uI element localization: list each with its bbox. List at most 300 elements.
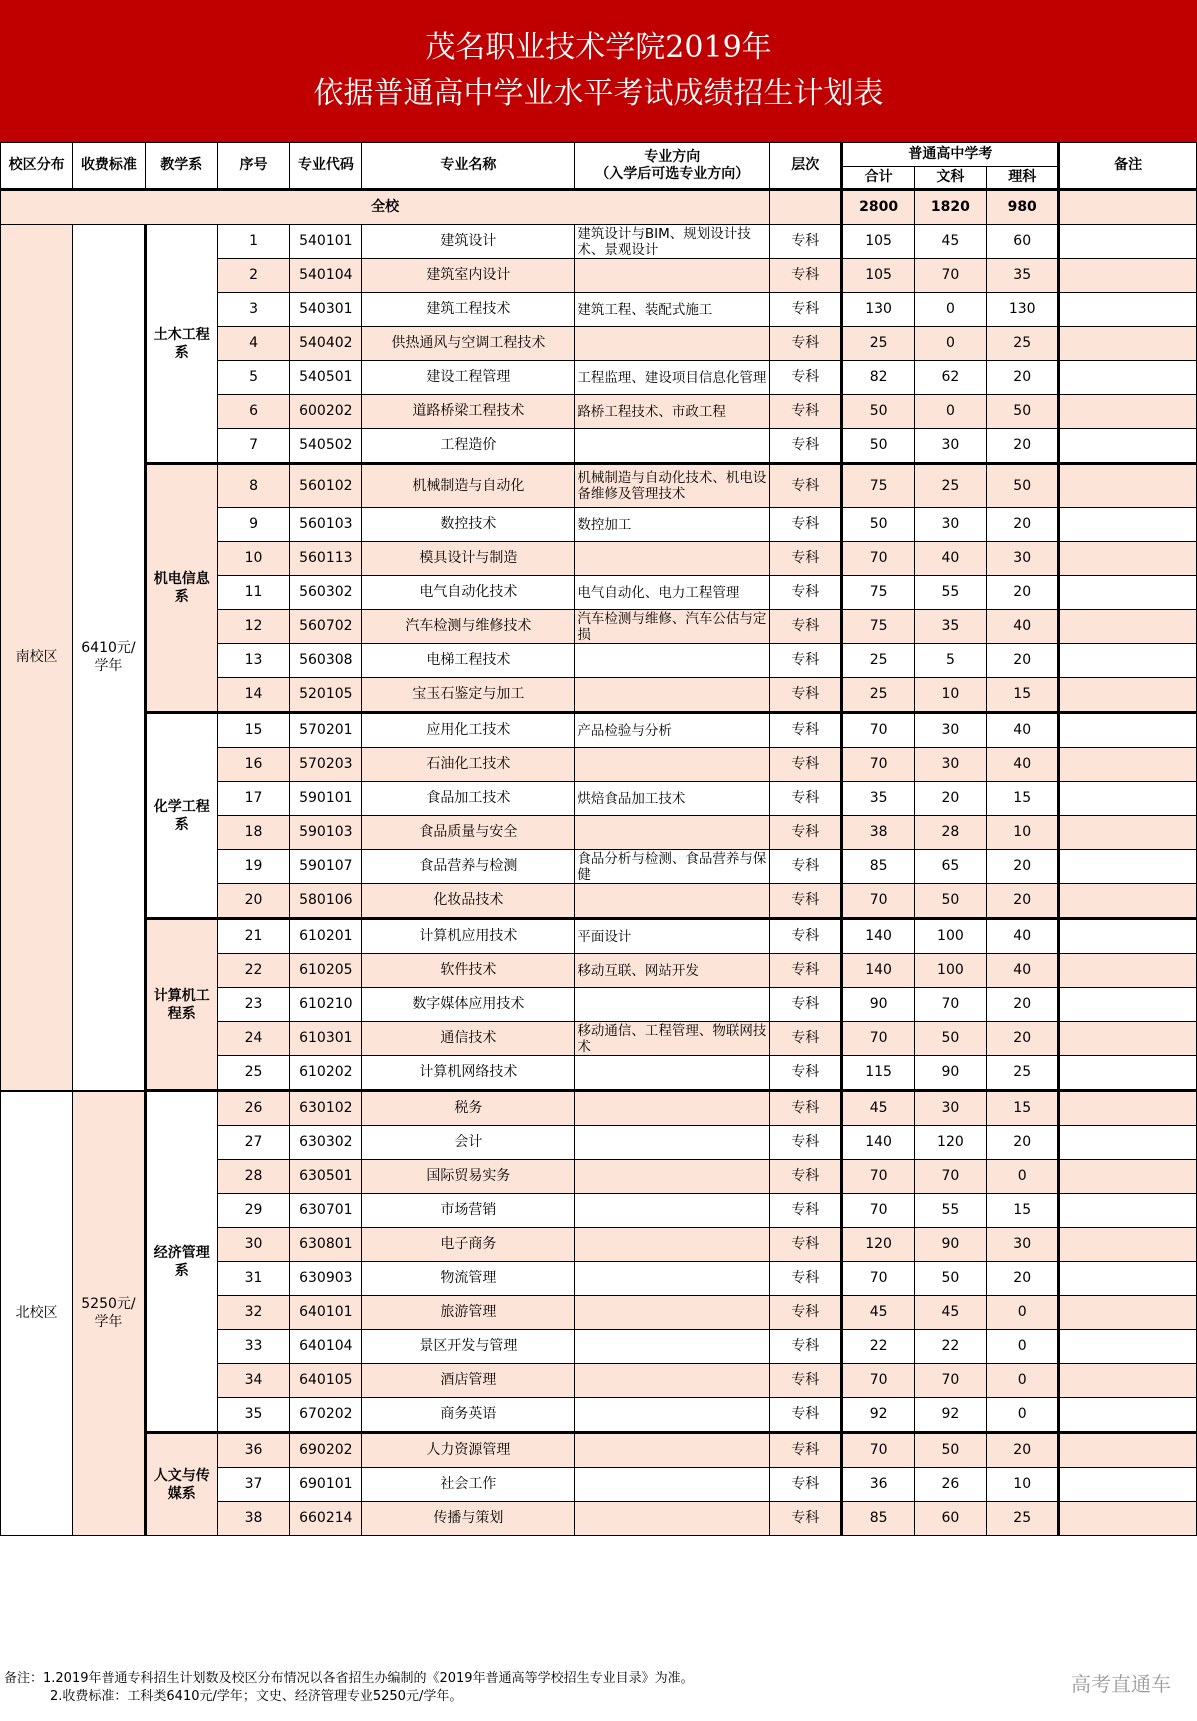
total-cell: 70 xyxy=(842,1364,914,1398)
direction-cell xyxy=(575,1502,770,1536)
total-cell: 92 xyxy=(842,1398,914,1433)
remark-cell xyxy=(1059,395,1197,429)
header-science: 理科 xyxy=(987,167,1059,190)
remark-cell xyxy=(1059,644,1197,678)
science-cell: 20 xyxy=(987,644,1059,678)
level-cell: 专科 xyxy=(770,1194,842,1228)
level-cell: 专科 xyxy=(770,464,842,508)
arts-cell: 90 xyxy=(914,1228,986,1262)
level-cell: 专科 xyxy=(770,988,842,1022)
whole-school-level xyxy=(770,190,842,225)
code-cell: 570201 xyxy=(290,713,362,748)
level-cell: 专科 xyxy=(770,1468,842,1502)
total-cell: 70 xyxy=(842,1022,914,1056)
seq-cell: 32 xyxy=(217,1296,289,1330)
direction-cell xyxy=(575,644,770,678)
code-cell: 540501 xyxy=(290,361,362,395)
level-cell: 专科 xyxy=(770,644,842,678)
name-cell: 机械制造与自动化 xyxy=(362,464,575,508)
arts-cell: 0 xyxy=(914,327,986,361)
code-cell: 670202 xyxy=(290,1398,362,1433)
code-cell: 630501 xyxy=(290,1160,362,1194)
direction-cell: 移动通信、工程管理、物联网技术 xyxy=(575,1022,770,1056)
header-fee: 收费标准 xyxy=(73,143,145,190)
seq-cell: 38 xyxy=(217,1502,289,1536)
whole-school-label: 全校 xyxy=(1,190,770,225)
code-cell: 630701 xyxy=(290,1194,362,1228)
direction-cell: 数控加工 xyxy=(575,508,770,542)
total-cell: 50 xyxy=(842,395,914,429)
direction-cell xyxy=(575,1296,770,1330)
code-cell: 540402 xyxy=(290,327,362,361)
total-cell: 70 xyxy=(842,748,914,782)
code-cell: 560308 xyxy=(290,644,362,678)
dept-cell: 经济管理系 xyxy=(145,1091,217,1433)
level-cell: 专科 xyxy=(770,954,842,988)
remark-cell xyxy=(1059,464,1197,508)
science-cell: 20 xyxy=(987,361,1059,395)
seq-cell: 5 xyxy=(217,361,289,395)
total-cell: 115 xyxy=(842,1056,914,1091)
direction-cell: 移动互联、网站开发 xyxy=(575,954,770,988)
code-cell: 570203 xyxy=(290,748,362,782)
remark-cell xyxy=(1059,1364,1197,1398)
science-cell: 20 xyxy=(987,1022,1059,1056)
remark-cell xyxy=(1059,1398,1197,1433)
seq-cell: 19 xyxy=(217,850,289,884)
science-cell: 20 xyxy=(987,1262,1059,1296)
arts-cell: 0 xyxy=(914,293,986,327)
science-cell: 20 xyxy=(987,1433,1059,1468)
remark-cell xyxy=(1059,782,1197,816)
remark-cell xyxy=(1059,850,1197,884)
name-cell: 社会工作 xyxy=(362,1468,575,1502)
remark-cell xyxy=(1059,1022,1197,1056)
seq-cell: 8 xyxy=(217,464,289,508)
direction-cell: 路桥工程技术、市政工程 xyxy=(575,395,770,429)
direction-cell xyxy=(575,1126,770,1160)
remark-cell xyxy=(1059,1502,1197,1536)
table-row xyxy=(1,1091,1197,1126)
total-cell: 105 xyxy=(842,259,914,293)
code-cell: 630102 xyxy=(290,1091,362,1126)
arts-cell: 120 xyxy=(914,1126,986,1160)
science-cell: 60 xyxy=(987,225,1059,259)
name-cell: 物流管理 xyxy=(362,1262,575,1296)
level-cell: 专科 xyxy=(770,816,842,850)
total-cell: 50 xyxy=(842,429,914,464)
level-cell: 专科 xyxy=(770,1022,842,1056)
science-cell: 0 xyxy=(987,1398,1059,1433)
seq-cell: 21 xyxy=(217,919,289,954)
seq-cell: 9 xyxy=(217,508,289,542)
name-cell: 电子商务 xyxy=(362,1228,575,1262)
remark-cell xyxy=(1059,748,1197,782)
name-cell: 建筑设计 xyxy=(362,225,575,259)
whole-school-row xyxy=(1,190,1197,225)
seq-cell: 25 xyxy=(217,1056,289,1091)
arts-cell: 30 xyxy=(914,748,986,782)
remark-cell xyxy=(1059,576,1197,610)
name-cell: 食品营养与检测 xyxy=(362,850,575,884)
science-cell: 25 xyxy=(987,1056,1059,1091)
code-cell: 630801 xyxy=(290,1228,362,1262)
level-cell: 专科 xyxy=(770,850,842,884)
header-direction xyxy=(575,143,770,190)
remark-cell xyxy=(1059,293,1197,327)
arts-cell: 60 xyxy=(914,1502,986,1536)
arts-cell: 100 xyxy=(914,954,986,988)
name-cell: 工程造价 xyxy=(362,429,575,464)
direction-cell xyxy=(575,429,770,464)
science-cell: 20 xyxy=(987,1126,1059,1160)
header-campus: 校区分布 xyxy=(1,143,73,190)
total-cell: 70 xyxy=(842,713,914,748)
name-cell: 人力资源管理 xyxy=(362,1433,575,1468)
direction-cell: 机械制造与自动化技术、机电设备维修及管理技术 xyxy=(575,464,770,508)
science-cell: 10 xyxy=(987,1468,1059,1502)
science-cell: 20 xyxy=(987,988,1059,1022)
code-cell: 690101 xyxy=(290,1468,362,1502)
science-cell: 15 xyxy=(987,678,1059,713)
name-cell: 商务英语 xyxy=(362,1398,575,1433)
science-cell: 40 xyxy=(987,610,1059,644)
code-cell: 610205 xyxy=(290,954,362,988)
header-total: 合计 xyxy=(842,167,914,190)
header-dept: 教学系 xyxy=(145,143,217,190)
total-cell: 82 xyxy=(842,361,914,395)
level-cell: 专科 xyxy=(770,1091,842,1126)
direction-cell xyxy=(575,1364,770,1398)
arts-cell: 30 xyxy=(914,1091,986,1126)
science-cell: 30 xyxy=(987,1228,1059,1262)
remark-cell xyxy=(1059,954,1197,988)
code-cell: 590101 xyxy=(290,782,362,816)
arts-cell: 28 xyxy=(914,816,986,850)
title-banner xyxy=(0,0,1197,142)
direction-cell: 平面设计 xyxy=(575,919,770,954)
name-cell: 应用化工技术 xyxy=(362,713,575,748)
level-cell: 专科 xyxy=(770,884,842,919)
arts-cell: 20 xyxy=(914,782,986,816)
seq-cell: 27 xyxy=(217,1126,289,1160)
arts-cell: 40 xyxy=(914,542,986,576)
seq-cell: 4 xyxy=(217,327,289,361)
total-cell: 75 xyxy=(842,576,914,610)
remark-cell xyxy=(1059,678,1197,713)
name-cell: 通信技术 xyxy=(362,1022,575,1056)
remark-cell xyxy=(1059,1126,1197,1160)
science-cell: 40 xyxy=(987,748,1059,782)
dept-cell: 计算机工程系 xyxy=(145,919,217,1091)
level-cell: 专科 xyxy=(770,1160,842,1194)
arts-cell: 50 xyxy=(914,1433,986,1468)
direction-cell: 工程监理、建设项目信息化管理 xyxy=(575,361,770,395)
arts-cell: 70 xyxy=(914,1364,986,1398)
total-cell: 140 xyxy=(842,919,914,954)
arts-cell: 92 xyxy=(914,1398,986,1433)
level-cell: 专科 xyxy=(770,1433,842,1468)
level-cell: 专科 xyxy=(770,748,842,782)
direction-cell xyxy=(575,678,770,713)
level-cell: 专科 xyxy=(770,429,842,464)
table-row xyxy=(1,464,1197,508)
seq-cell: 30 xyxy=(217,1228,289,1262)
science-cell: 40 xyxy=(987,919,1059,954)
title-line-2: 依据普通高中学业水平考试成绩招生计划表 xyxy=(313,76,884,111)
seq-cell: 14 xyxy=(217,678,289,713)
arts-cell: 45 xyxy=(914,1296,986,1330)
level-cell: 专科 xyxy=(770,1056,842,1091)
science-cell: 0 xyxy=(987,1296,1059,1330)
total-cell: 70 xyxy=(842,884,914,919)
level-cell: 专科 xyxy=(770,678,842,713)
table-row xyxy=(1,919,1197,954)
seq-cell: 17 xyxy=(217,782,289,816)
direction-cell xyxy=(575,884,770,919)
watermark: 高考直通车 xyxy=(1071,1672,1171,1696)
total-cell: 70 xyxy=(842,542,914,576)
level-cell: 专科 xyxy=(770,1126,842,1160)
science-cell: 35 xyxy=(987,259,1059,293)
remark-cell xyxy=(1059,1433,1197,1468)
code-cell: 610210 xyxy=(290,988,362,1022)
level-cell: 专科 xyxy=(770,1262,842,1296)
header-exam: 普通高中学考 xyxy=(842,143,1059,167)
name-cell: 食品加工技术 xyxy=(362,782,575,816)
seq-cell: 10 xyxy=(217,542,289,576)
science-cell: 15 xyxy=(987,782,1059,816)
header-direction-sub: （入学后可选专业方向） xyxy=(595,165,750,182)
science-cell: 20 xyxy=(987,508,1059,542)
code-cell: 560103 xyxy=(290,508,362,542)
seq-cell: 35 xyxy=(217,1398,289,1433)
name-cell: 数字媒体应用技术 xyxy=(362,988,575,1022)
seq-cell: 18 xyxy=(217,816,289,850)
total-cell: 35 xyxy=(842,782,914,816)
code-cell: 560113 xyxy=(290,542,362,576)
seq-cell: 15 xyxy=(217,713,289,748)
remark-cell xyxy=(1059,884,1197,919)
code-cell: 540104 xyxy=(290,259,362,293)
name-cell: 建筑工程技术 xyxy=(362,293,575,327)
direction-cell xyxy=(575,748,770,782)
level-cell: 专科 xyxy=(770,1364,842,1398)
total-cell: 22 xyxy=(842,1330,914,1364)
level-cell: 专科 xyxy=(770,542,842,576)
seq-cell: 29 xyxy=(217,1194,289,1228)
seq-cell: 36 xyxy=(217,1433,289,1468)
code-cell: 560302 xyxy=(290,576,362,610)
remark-cell xyxy=(1059,1262,1197,1296)
code-cell: 520105 xyxy=(290,678,362,713)
total-cell: 85 xyxy=(842,1502,914,1536)
seq-cell: 16 xyxy=(217,748,289,782)
total-cell: 36 xyxy=(842,1468,914,1502)
direction-cell: 产品检验与分析 xyxy=(575,713,770,748)
science-cell: 20 xyxy=(987,576,1059,610)
code-cell: 640104 xyxy=(290,1330,362,1364)
remark-cell xyxy=(1059,1160,1197,1194)
direction-cell xyxy=(575,816,770,850)
total-cell: 50 xyxy=(842,508,914,542)
remark-cell xyxy=(1059,1194,1197,1228)
direction-cell xyxy=(575,1468,770,1502)
campus-cell: 北校区 xyxy=(1,1091,73,1536)
total-cell: 105 xyxy=(842,225,914,259)
total-cell: 120 xyxy=(842,1228,914,1262)
level-cell: 专科 xyxy=(770,361,842,395)
arts-cell: 70 xyxy=(914,988,986,1022)
header-remark: 备注 xyxy=(1059,143,1197,190)
name-cell: 汽车检测与维修技术 xyxy=(362,610,575,644)
science-cell: 15 xyxy=(987,1194,1059,1228)
direction-cell: 汽车检测与维修、汽车公估与定损 xyxy=(575,610,770,644)
science-cell: 10 xyxy=(987,816,1059,850)
level-cell: 专科 xyxy=(770,1330,842,1364)
level-cell: 专科 xyxy=(770,1228,842,1262)
code-cell: 580106 xyxy=(290,884,362,919)
arts-cell: 90 xyxy=(914,1056,986,1091)
direction-cell xyxy=(575,1194,770,1228)
seq-cell: 31 xyxy=(217,1262,289,1296)
remark-cell xyxy=(1059,1228,1197,1262)
total-cell: 25 xyxy=(842,678,914,713)
total-cell: 75 xyxy=(842,464,914,508)
arts-cell: 26 xyxy=(914,1468,986,1502)
remark-cell xyxy=(1059,1330,1197,1364)
arts-cell: 55 xyxy=(914,1194,986,1228)
note-line-2: 2.收费标准：工科类6410元/学年；文史、经济管理专业5250元/学年。 xyxy=(50,1689,463,1704)
whole-school-total: 2800 xyxy=(842,190,914,225)
direction-cell xyxy=(575,259,770,293)
arts-cell: 5 xyxy=(914,644,986,678)
header-row-1 xyxy=(1,143,1197,167)
science-cell: 40 xyxy=(987,713,1059,748)
note-line-1: 备注：1.2019年普通专科招生计划数及校区分布情况以各省招生办编制的《2019年普通高等学校招生专业目录》为准。 xyxy=(4,1671,694,1686)
code-cell: 590107 xyxy=(290,850,362,884)
science-cell: 0 xyxy=(987,1160,1059,1194)
science-cell: 50 xyxy=(987,464,1059,508)
total-cell: 130 xyxy=(842,293,914,327)
dept-cell: 土木工程系 xyxy=(145,225,217,464)
seq-cell: 11 xyxy=(217,576,289,610)
arts-cell: 30 xyxy=(914,713,986,748)
name-cell: 建设工程管理 xyxy=(362,361,575,395)
level-cell: 专科 xyxy=(770,576,842,610)
level-cell: 专科 xyxy=(770,919,842,954)
arts-cell: 50 xyxy=(914,884,986,919)
code-cell: 560102 xyxy=(290,464,362,508)
level-cell: 专科 xyxy=(770,610,842,644)
seq-cell: 34 xyxy=(217,1364,289,1398)
arts-cell: 30 xyxy=(914,508,986,542)
science-cell: 40 xyxy=(987,954,1059,988)
table-row xyxy=(1,1433,1197,1468)
direction-cell: 电气自动化、电力工程管理 xyxy=(575,576,770,610)
remark-cell xyxy=(1059,361,1197,395)
notes xyxy=(4,1670,1004,1706)
direction-cell xyxy=(575,1056,770,1091)
name-cell: 道路桥梁工程技术 xyxy=(362,395,575,429)
arts-cell: 35 xyxy=(914,610,986,644)
seq-cell: 12 xyxy=(217,610,289,644)
total-cell: 70 xyxy=(842,1262,914,1296)
header-seq: 序号 xyxy=(217,143,289,190)
header-name: 专业名称 xyxy=(362,143,575,190)
arts-cell: 50 xyxy=(914,1022,986,1056)
science-cell: 30 xyxy=(987,542,1059,576)
name-cell: 宝玉石鉴定与加工 xyxy=(362,678,575,713)
total-cell: 25 xyxy=(842,644,914,678)
code-cell: 540502 xyxy=(290,429,362,464)
name-cell: 税务 xyxy=(362,1091,575,1126)
header-direction-main: 专业方向 xyxy=(644,148,701,165)
science-cell: 20 xyxy=(987,850,1059,884)
direction-cell: 烘焙食品加工技术 xyxy=(575,782,770,816)
arts-cell: 70 xyxy=(914,1160,986,1194)
name-cell: 软件技术 xyxy=(362,954,575,988)
code-cell: 540101 xyxy=(290,225,362,259)
level-cell: 专科 xyxy=(770,225,842,259)
dept-cell: 化学工程系 xyxy=(145,713,217,919)
total-cell: 25 xyxy=(842,327,914,361)
dept-cell: 人文与传媒系 xyxy=(145,1433,217,1536)
science-cell: 0 xyxy=(987,1364,1059,1398)
remark-cell xyxy=(1059,429,1197,464)
direction-cell xyxy=(575,988,770,1022)
name-cell: 计算机应用技术 xyxy=(362,919,575,954)
remark-cell xyxy=(1059,542,1197,576)
code-cell: 640101 xyxy=(290,1296,362,1330)
name-cell: 会计 xyxy=(362,1126,575,1160)
name-cell: 国际贸易实务 xyxy=(362,1160,575,1194)
name-cell: 数控技术 xyxy=(362,508,575,542)
total-cell: 70 xyxy=(842,1194,914,1228)
remark-cell xyxy=(1059,610,1197,644)
direction-cell xyxy=(575,1228,770,1262)
remark-cell xyxy=(1059,816,1197,850)
science-cell: 130 xyxy=(987,293,1059,327)
arts-cell: 45 xyxy=(914,225,986,259)
total-cell: 90 xyxy=(842,988,914,1022)
level-cell: 专科 xyxy=(770,1502,842,1536)
science-cell: 0 xyxy=(987,1330,1059,1364)
arts-cell: 25 xyxy=(914,464,986,508)
remark-cell xyxy=(1059,1056,1197,1091)
remark-cell xyxy=(1059,713,1197,748)
header-level: 层次 xyxy=(770,143,842,190)
remark-cell xyxy=(1059,225,1197,259)
arts-cell: 0 xyxy=(914,395,986,429)
arts-cell: 62 xyxy=(914,361,986,395)
total-cell: 70 xyxy=(842,1160,914,1194)
arts-cell: 100 xyxy=(914,919,986,954)
whole-school-remark xyxy=(1059,190,1197,225)
code-cell: 610201 xyxy=(290,919,362,954)
science-cell: 25 xyxy=(987,1502,1059,1536)
arts-cell: 55 xyxy=(914,576,986,610)
seq-cell: 3 xyxy=(217,293,289,327)
name-cell: 建筑室内设计 xyxy=(362,259,575,293)
arts-cell: 50 xyxy=(914,1262,986,1296)
total-cell: 45 xyxy=(842,1296,914,1330)
whole-school-science: 980 xyxy=(987,190,1059,225)
whole-school-arts: 1820 xyxy=(914,190,986,225)
remark-cell xyxy=(1059,1468,1197,1502)
code-cell: 690202 xyxy=(290,1433,362,1468)
arts-cell: 30 xyxy=(914,429,986,464)
